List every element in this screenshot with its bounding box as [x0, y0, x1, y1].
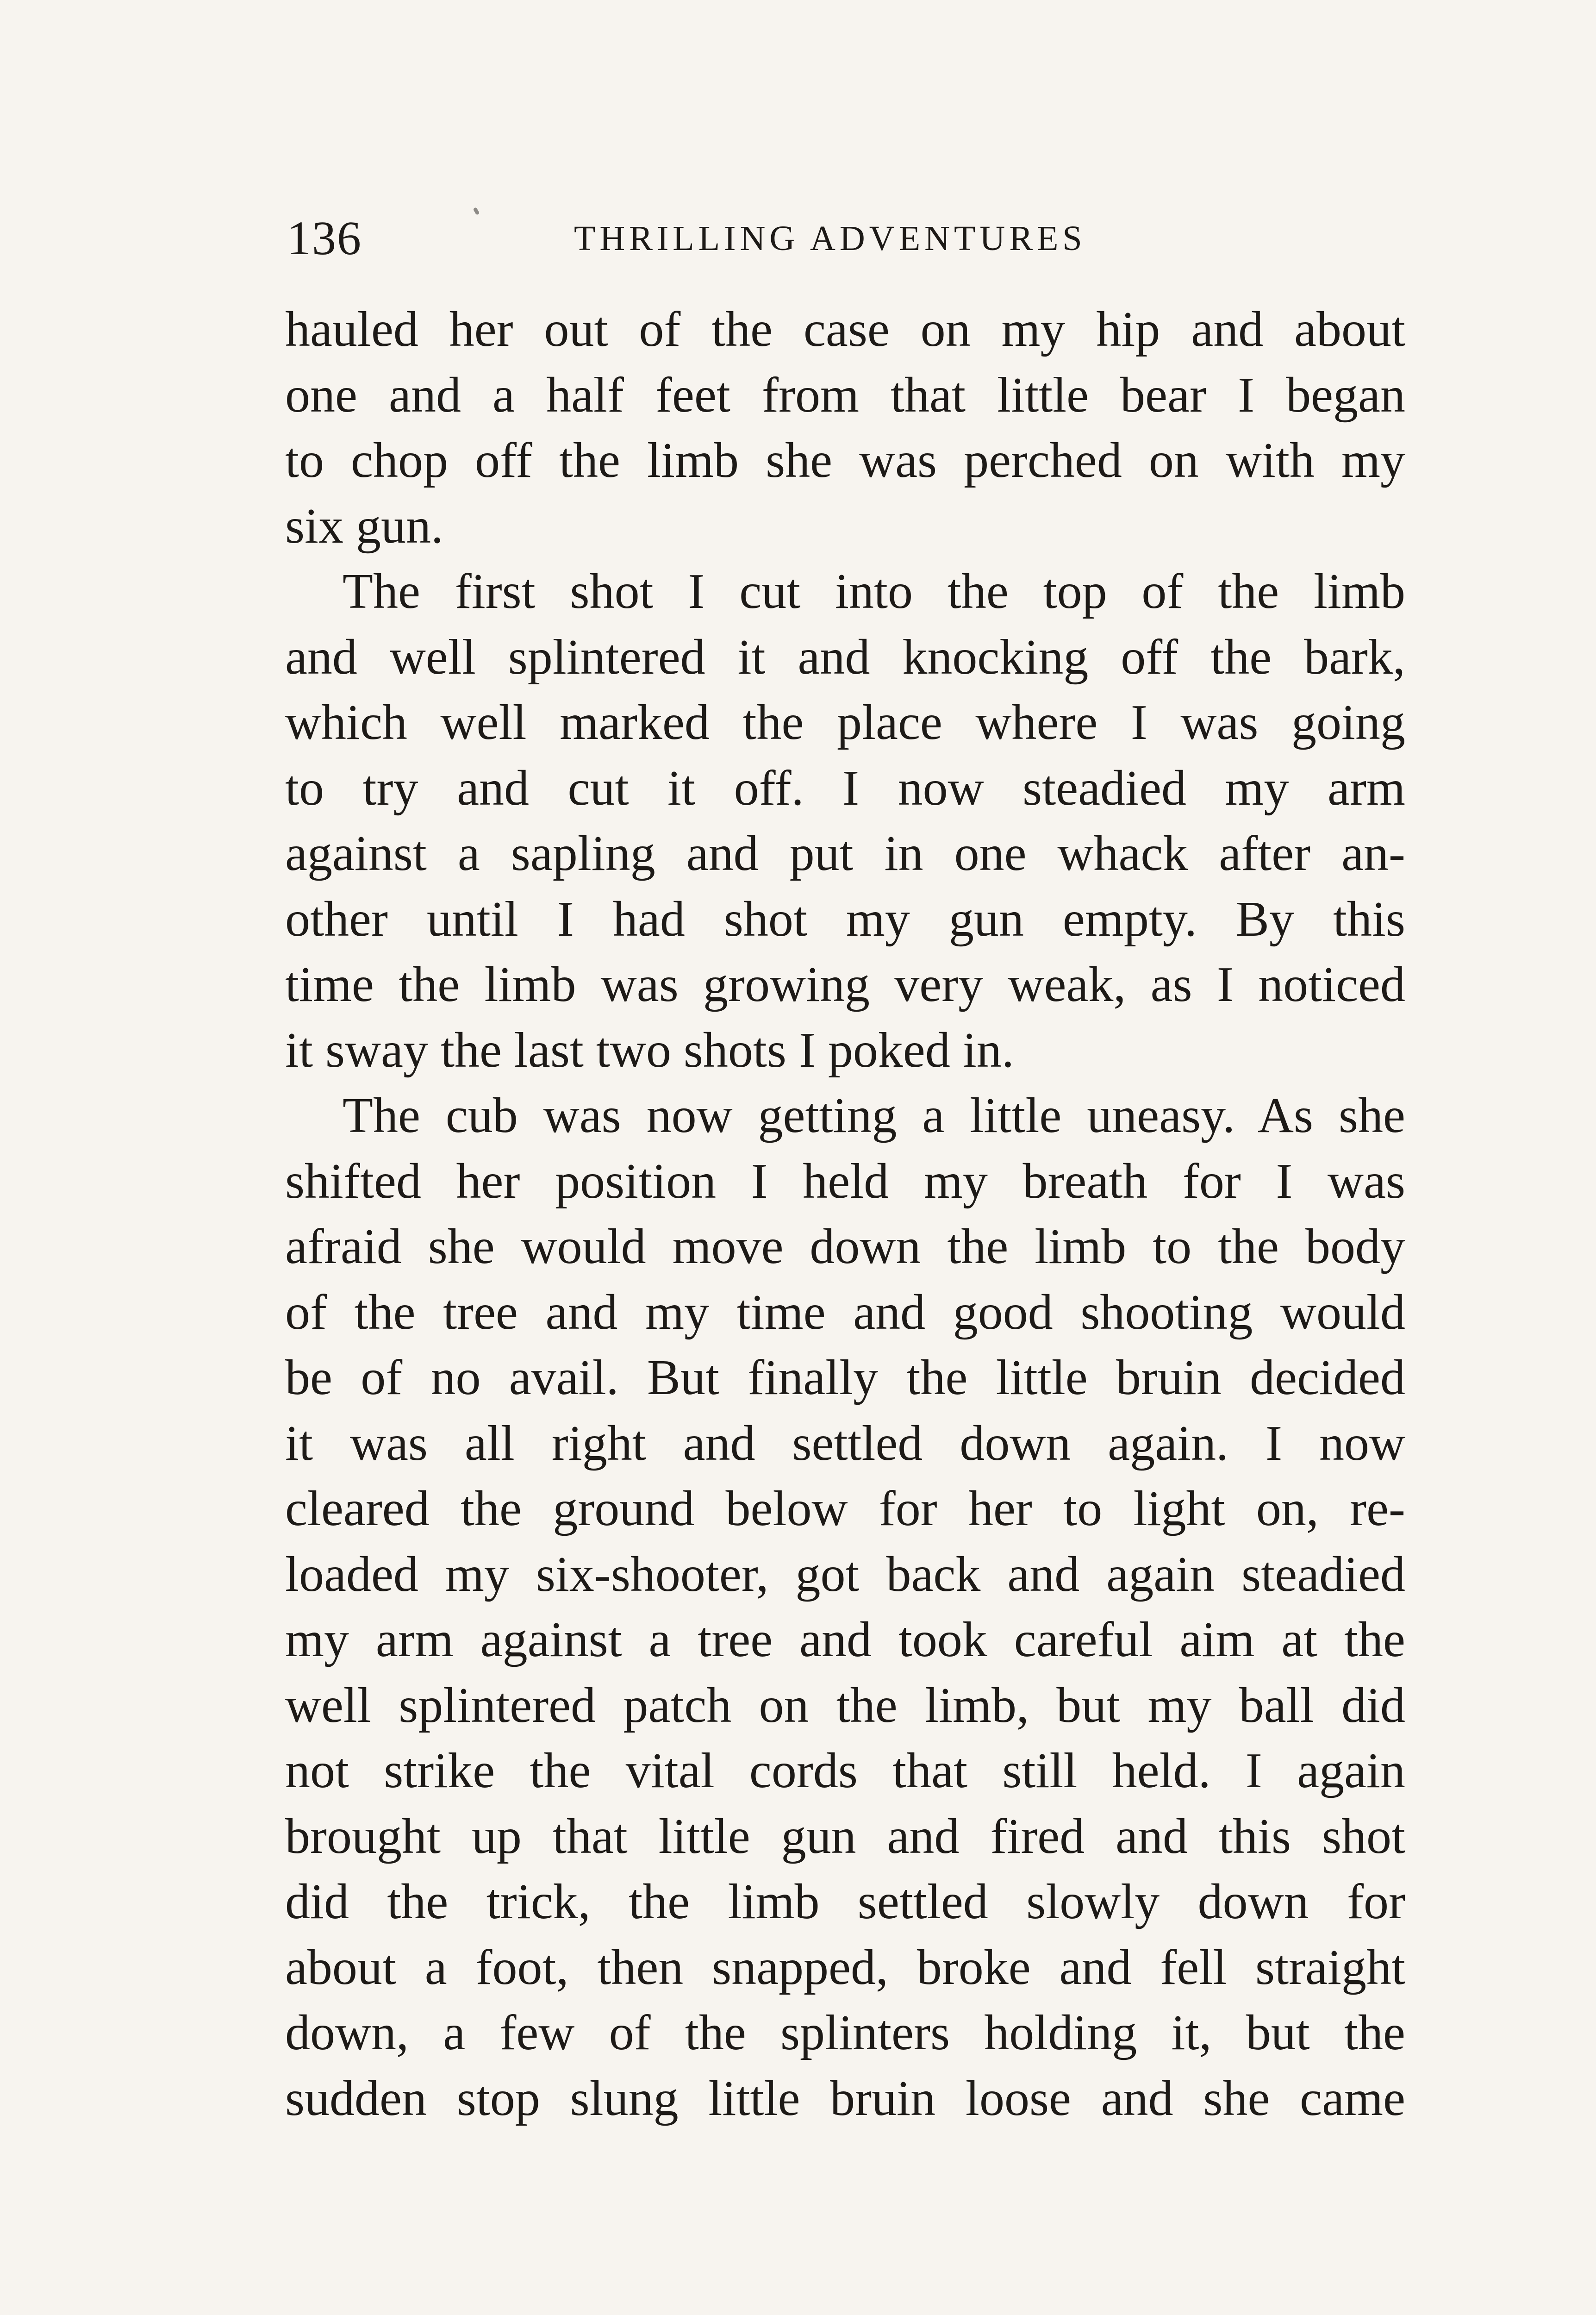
text-line: well splintered patch on the limb, but my ball did	[285, 1677, 1405, 1733]
text-line: cleared the ground below for her to light on, re-	[285, 1481, 1405, 1536]
text-line: of the tree and my time and good shooting would	[285, 1284, 1405, 1340]
paragraph	[285, 559, 1405, 1083]
text-line: hauled her out of the case on my hip and about	[285, 302, 1405, 357]
text-line: to chop off the limb she was perched on with my	[285, 433, 1405, 488]
text-line: brought up that little gun and fired and this shot	[285, 1808, 1405, 1864]
text-line: it was all right and settled down again. I now	[285, 1415, 1405, 1471]
text-line: time the limb was growing very weak, as I noticed	[285, 957, 1405, 1012]
running-title: THRILLING ADVENTURES	[574, 219, 1086, 258]
text-line: to try and cut it off. I now steadied my arm	[285, 760, 1405, 816]
text-line: The first shot I cut into the top of the limb	[343, 564, 1405, 619]
paragraph	[285, 297, 1405, 559]
running-head	[287, 204, 1407, 273]
text-line: down, a few of the splinters holding it, but the	[285, 2005, 1405, 2060]
text-line: it sway the last two shots I poked in.	[285, 1022, 1014, 1078]
page-number: 136	[287, 212, 362, 265]
text-line: not strike the vital cords that still held. I again	[285, 1743, 1405, 1798]
text-line: six gun.	[285, 498, 444, 554]
text-line: The cub was now getting a little uneasy. As she	[343, 1088, 1405, 1143]
text-line: afraid she would move down the limb to the body	[285, 1219, 1405, 1274]
body-text	[285, 297, 1405, 2131]
text-line: against a sapling and put in one whack after an-	[285, 826, 1405, 881]
text-line: other until I had shot my gun empty. By this	[285, 891, 1405, 947]
text-line: sudden stop slung little bruin loose and she came	[285, 2071, 1405, 2126]
text-line: shifted her position I held my breath for I was	[285, 1153, 1405, 1209]
text-line: did the trick, the limb settled slowly down for	[285, 1874, 1405, 1929]
text-line: my arm against a tree and took careful aim at the	[285, 1612, 1405, 1667]
text-line: and well splintered it and knocking off the bark,	[285, 629, 1405, 685]
text-line: one and a half feet from that little bear I began	[285, 367, 1405, 423]
text-line: loaded my six-shooter, got back and again steadied	[285, 1546, 1405, 1602]
paragraph	[285, 1083, 1405, 2131]
text-line: be of no avail. But finally the little bruin decided	[285, 1350, 1405, 1405]
text-line: about a foot, then snapped, broke and fell straight	[285, 1940, 1405, 1995]
text-line: which well marked the place where I was going	[285, 695, 1405, 750]
